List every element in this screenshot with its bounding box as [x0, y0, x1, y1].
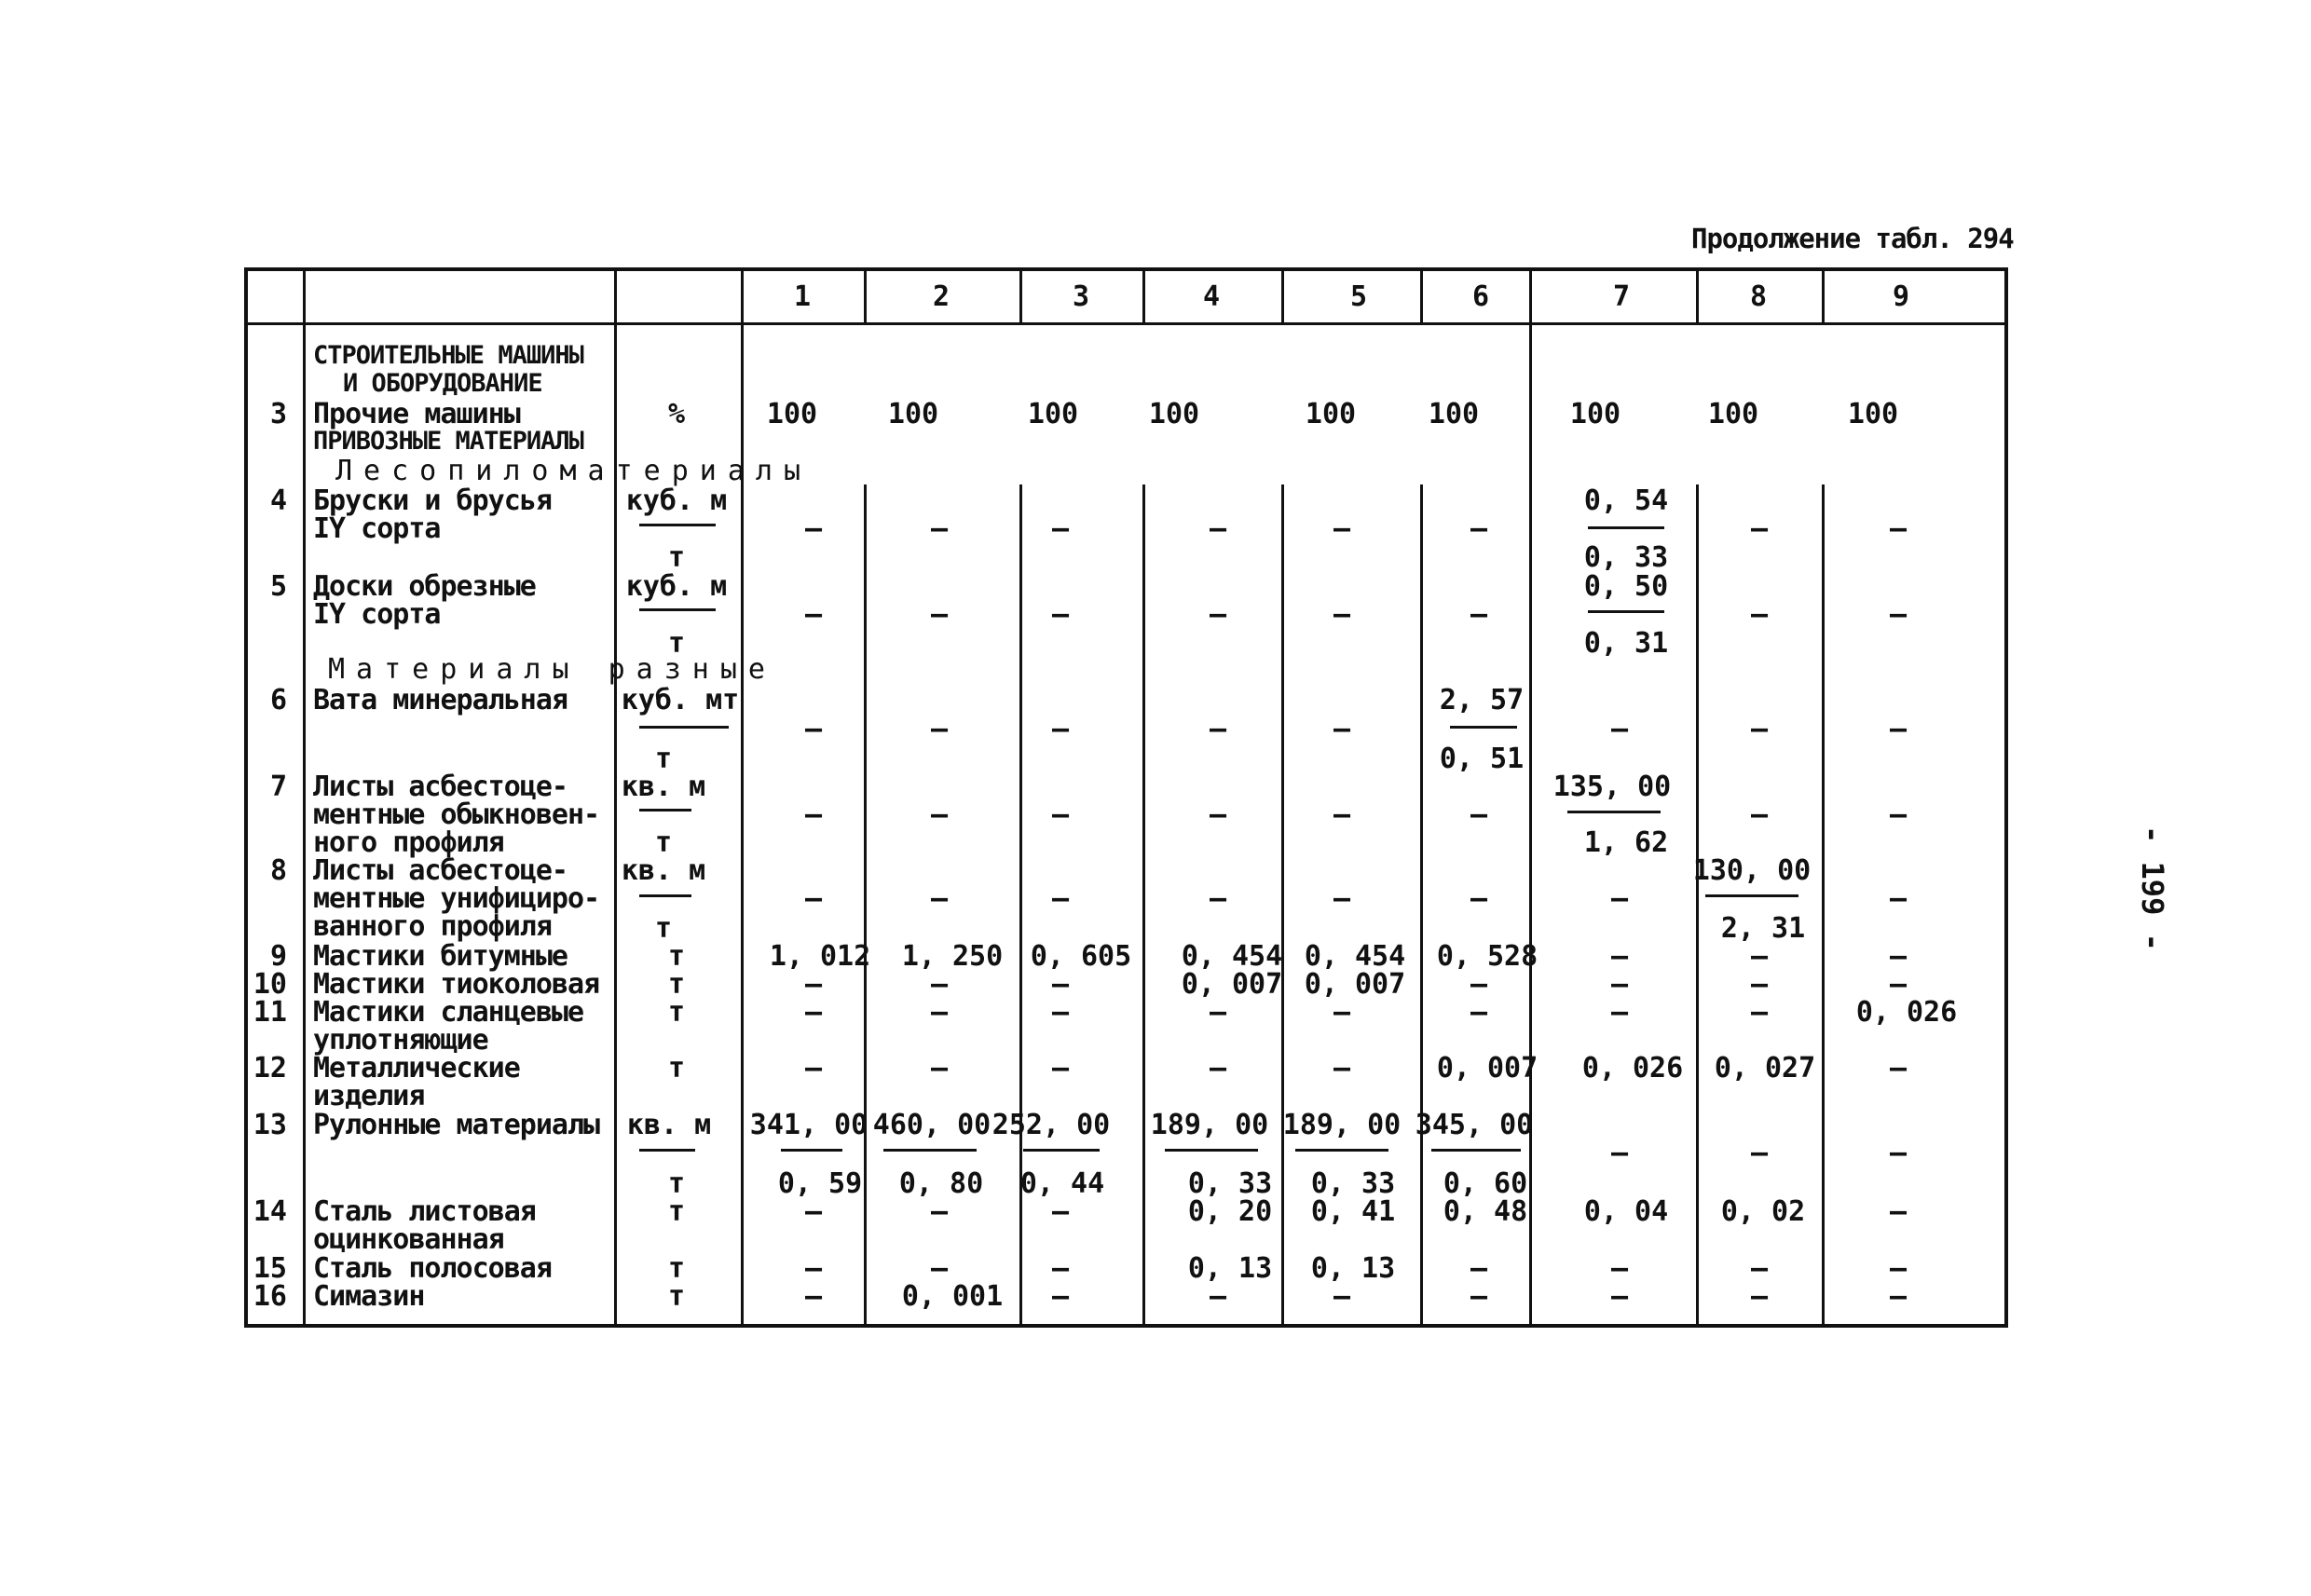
cell-value: 100	[1847, 398, 1899, 430]
cell-value: –	[1333, 512, 1351, 545]
cell-value: –	[1209, 1052, 1227, 1084]
cell-value: –	[1051, 882, 1070, 915]
cell-value: 0, 44	[1019, 1167, 1105, 1200]
cell-value: –	[1889, 512, 1908, 545]
column-header: 9	[1892, 280, 1910, 313]
row-number: 11	[253, 996, 287, 1029]
cell-value: 0, 33	[1310, 1167, 1396, 1200]
cell-value: –	[1051, 996, 1070, 1029]
cell-value: –	[1889, 940, 1908, 973]
row-name: Бруски и брусья	[313, 484, 552, 517]
cell-value: –	[804, 1252, 823, 1285]
row-name: ванного профиля	[313, 910, 552, 943]
row-unit: т	[654, 912, 673, 945]
cell-value: 0, 33	[1187, 1167, 1273, 1200]
cell-value: –	[930, 598, 949, 631]
group-heading: Материалы разные	[328, 653, 776, 686]
fraction-rule	[639, 809, 691, 812]
row-unit: т	[667, 996, 686, 1029]
row-name: Мастики сланцевые	[313, 996, 584, 1029]
row-number: 10	[253, 968, 287, 1001]
cell-value: –	[1209, 713, 1227, 745]
cell-value: –	[1610, 1137, 1629, 1169]
row-number: 7	[269, 771, 287, 803]
row-number: 13	[253, 1109, 287, 1141]
row-name: Сталь листовая	[313, 1195, 536, 1228]
cell-value: –	[1610, 1280, 1629, 1313]
cell-value: –	[1470, 798, 1488, 831]
fraction-rule	[1450, 726, 1517, 729]
cell-value: –	[804, 1280, 823, 1313]
column-header: 7	[1612, 280, 1631, 313]
cell-value: –	[1750, 968, 1769, 1001]
row-unit: %	[667, 398, 686, 430]
cell-value: 1, 250	[901, 940, 1004, 973]
row-name: Мастики битумные	[313, 940, 567, 973]
row-unit: т	[667, 1195, 686, 1228]
cell-value: –	[1889, 598, 1908, 631]
cell-value: –	[804, 798, 823, 831]
group-heading: Лесопиломатериалы	[335, 455, 813, 487]
cell-value: –	[1750, 1252, 1769, 1285]
cell-value: –	[1470, 1252, 1488, 1285]
row-name: Листы асбестоце-	[313, 854, 567, 887]
cell-value: 0, 007	[1181, 968, 1283, 1001]
row-name: оцинкованная	[313, 1223, 504, 1256]
column-header: 6	[1471, 280, 1490, 313]
row-name: Симазин	[313, 1280, 425, 1313]
row-name: ного профиля	[313, 826, 504, 859]
cell-value: –	[1051, 512, 1070, 545]
cell-value: 100	[1428, 398, 1480, 430]
column-header: 3	[1072, 280, 1090, 313]
row-number: 15	[253, 1252, 287, 1285]
cell-value: –	[1470, 512, 1488, 545]
row-number: 4	[269, 484, 287, 517]
cell-value: –	[1889, 968, 1908, 1001]
cell-value: 0, 001	[901, 1280, 1004, 1313]
cell-value: 0, 007	[1436, 1052, 1538, 1084]
cell-value: 0, 51	[1439, 743, 1525, 775]
cell-value: –	[1889, 1280, 1908, 1313]
row-number: 16	[253, 1280, 287, 1313]
cell-value: 252, 00	[991, 1109, 1111, 1141]
fraction-rule	[639, 1149, 695, 1152]
cell-value: 0, 54	[1583, 484, 1669, 517]
row-unit: куб. м	[625, 570, 728, 603]
row-unit: кв. м	[621, 854, 706, 887]
cell-value: –	[1889, 713, 1908, 745]
fraction-rule	[1588, 526, 1664, 529]
column-divider	[1142, 484, 1145, 1328]
table-continuation-caption: Продолжение табл. 294	[1691, 223, 2014, 254]
cell-value: 0, 605	[1030, 940, 1132, 973]
cell-value: –	[1889, 882, 1908, 915]
cell-value: 0, 454	[1181, 940, 1283, 973]
cell-value: –	[1610, 940, 1629, 973]
row-unit: т	[667, 968, 686, 1001]
page-number: - 199 -	[2135, 825, 2170, 951]
cell-value: –	[1610, 968, 1629, 1001]
row-unit: куб. мт	[621, 684, 740, 716]
row-unit: кв. м	[626, 1109, 712, 1141]
fraction-rule	[639, 726, 729, 729]
cell-value: 1, 62	[1583, 826, 1669, 859]
column-divider	[303, 267, 306, 1328]
cell-value: –	[1750, 940, 1769, 973]
cell-value: –	[1051, 713, 1070, 745]
cell-value: –	[1209, 996, 1227, 1029]
row-number: 9	[269, 940, 287, 973]
header-divider	[244, 322, 2008, 325]
cell-value: –	[1051, 1052, 1070, 1084]
cell-value: –	[1750, 713, 1769, 745]
cell-value: –	[1750, 1280, 1769, 1313]
cell-value: –	[930, 1195, 949, 1228]
cell-value: –	[1750, 598, 1769, 631]
cell-value: –	[930, 798, 949, 831]
section-heading: И ОБОРУДОВАНИЕ	[343, 369, 542, 398]
row-unit: куб. м	[625, 484, 728, 517]
cell-value: 0, 50	[1583, 570, 1669, 603]
cell-value: 100	[1027, 398, 1079, 430]
cell-value: –	[930, 713, 949, 745]
cell-value: –	[804, 1052, 823, 1084]
column-header: 4	[1202, 280, 1221, 313]
cell-value: –	[930, 512, 949, 545]
row-name: уплотняющие	[313, 1024, 488, 1057]
cell-value: –	[1470, 996, 1488, 1029]
fraction-rule	[1295, 1149, 1388, 1152]
row-name: Листы асбестоце-	[313, 771, 567, 803]
row-number: 14	[253, 1195, 287, 1228]
row-unit: т	[667, 541, 686, 574]
cell-value: –	[1333, 882, 1351, 915]
row-name: Вата минеральная	[313, 684, 567, 716]
cell-value: 0, 528	[1436, 940, 1538, 973]
row-number: 5	[269, 570, 287, 603]
cell-value: –	[1209, 512, 1227, 545]
cell-value: –	[1333, 1052, 1351, 1084]
cell-value: –	[1610, 996, 1629, 1029]
row-unit: т	[667, 940, 686, 973]
cell-value: 0, 026	[1855, 996, 1958, 1029]
cell-value: –	[1750, 798, 1769, 831]
cell-value: 0, 41	[1310, 1195, 1396, 1228]
cell-value: –	[1610, 1252, 1629, 1285]
column-header: 8	[1749, 280, 1768, 313]
cell-value: –	[804, 512, 823, 545]
fraction-rule	[1567, 811, 1661, 813]
cell-value: –	[1333, 713, 1351, 745]
section-heading: СТРОИТЕЛЬНЫЕ МАШИНЫ	[313, 341, 583, 370]
cell-value: 189, 00	[1150, 1109, 1269, 1141]
cell-value: 0, 31	[1583, 627, 1669, 660]
cell-value: –	[1333, 798, 1351, 831]
cell-value: 0, 33	[1583, 541, 1669, 574]
cell-value: –	[804, 968, 823, 1001]
cell-value: –	[1750, 996, 1769, 1029]
cell-value: 0, 454	[1304, 940, 1406, 973]
cell-value: –	[1209, 1280, 1227, 1313]
row-name: Доски обрезные	[313, 570, 536, 603]
cell-value: 100	[1569, 398, 1621, 430]
cell-value: –	[930, 1052, 949, 1084]
cell-value: –	[1209, 882, 1227, 915]
row-name: IY сорта	[313, 598, 441, 631]
row-number: 12	[253, 1052, 287, 1084]
cell-value: 0, 007	[1304, 968, 1406, 1001]
cell-value: 0, 80	[898, 1167, 984, 1200]
cell-value: 0, 60	[1443, 1167, 1528, 1200]
cell-value: 100	[1305, 398, 1357, 430]
row-unit: т	[667, 1280, 686, 1313]
cell-value: 1, 012	[769, 940, 871, 973]
fraction-rule	[1431, 1149, 1521, 1152]
row-number: 6	[269, 684, 287, 716]
cell-value: –	[1470, 882, 1488, 915]
cell-value: –	[1333, 598, 1351, 631]
cell-value: –	[1209, 598, 1227, 631]
row-name: Сталь полосовая	[313, 1252, 552, 1285]
cell-value: –	[1470, 1280, 1488, 1313]
fraction-rule	[1588, 610, 1664, 613]
cell-value: 0, 48	[1443, 1195, 1528, 1228]
cell-value: –	[804, 598, 823, 631]
row-name: ментные обыкновен-	[313, 798, 600, 831]
section-heading: ПРИВОЗНЫЕ МАТЕРИАЛЫ	[313, 427, 583, 456]
row-name: IY сорта	[313, 512, 441, 545]
cell-value: –	[1051, 1280, 1070, 1313]
fraction-rule	[1705, 894, 1798, 897]
cell-value: –	[930, 1252, 949, 1285]
cell-value: 0, 13	[1187, 1252, 1273, 1285]
cell-value: 0, 59	[777, 1167, 863, 1200]
cell-value: –	[1889, 1252, 1908, 1285]
cell-value: –	[1470, 968, 1488, 1001]
cell-value: –	[1750, 1137, 1769, 1169]
cell-value: –	[1051, 1195, 1070, 1228]
row-name: Мастики тиоколовая	[313, 968, 600, 1001]
column-header: 1	[793, 280, 812, 313]
cell-value: –	[1889, 1137, 1908, 1169]
cell-value: 341, 00	[749, 1109, 868, 1141]
cell-value: –	[930, 996, 949, 1029]
row-number: 3	[269, 398, 287, 430]
fraction-rule	[639, 524, 716, 526]
cell-value: –	[1051, 598, 1070, 631]
cell-value: –	[1889, 1052, 1908, 1084]
cell-value: 100	[766, 398, 818, 430]
row-unit: т	[667, 1052, 686, 1084]
cell-value: 0, 04	[1583, 1195, 1669, 1228]
cell-value: 100	[1707, 398, 1759, 430]
cell-value: 0, 026	[1581, 1052, 1684, 1084]
column-divider	[1281, 267, 1284, 325]
row-unit: т	[667, 627, 686, 660]
cell-value: –	[930, 968, 949, 1001]
row-unit: т	[654, 826, 673, 859]
cell-value: –	[804, 713, 823, 745]
cell-value: –	[1610, 882, 1629, 915]
cell-value: 100	[1148, 398, 1200, 430]
cell-value: 2, 31	[1720, 912, 1806, 945]
row-name: Прочие машины	[313, 398, 520, 430]
cell-value: –	[804, 882, 823, 915]
cell-value: 0, 20	[1187, 1195, 1273, 1228]
cell-value: –	[1889, 1195, 1908, 1228]
cell-value: –	[804, 1195, 823, 1228]
cell-value: –	[1051, 798, 1070, 831]
fraction-rule	[781, 1149, 842, 1152]
fraction-rule	[883, 1149, 977, 1152]
column-header: 5	[1349, 280, 1368, 313]
cell-value: –	[1470, 598, 1488, 631]
cell-value: –	[1209, 798, 1227, 831]
cell-value: –	[930, 882, 949, 915]
cell-value: –	[1750, 512, 1769, 545]
row-number: 8	[269, 854, 287, 887]
cell-value: 345, 00	[1415, 1109, 1534, 1141]
cell-value: –	[1333, 996, 1351, 1029]
cell-value: 100	[887, 398, 939, 430]
row-unit: т	[667, 1252, 686, 1285]
column-header: 2	[932, 280, 950, 313]
row-name: изделия	[313, 1080, 425, 1112]
cell-value: –	[1051, 1252, 1070, 1285]
cell-value: 0, 02	[1720, 1195, 1806, 1228]
cell-value: 460, 00	[872, 1109, 991, 1141]
cell-value: –	[804, 996, 823, 1029]
row-name: Металлические	[313, 1052, 520, 1084]
fraction-rule	[1165, 1149, 1258, 1152]
fraction-rule	[1023, 1149, 1100, 1152]
fraction-rule	[639, 894, 691, 897]
cell-value: –	[1333, 1280, 1351, 1313]
row-name: Рулонные материалы	[313, 1109, 600, 1141]
row-name: ментные унифициро-	[313, 882, 600, 915]
fraction-rule	[639, 608, 716, 611]
cell-value: 130, 00	[1692, 854, 1812, 887]
row-unit: т	[667, 1167, 686, 1200]
row-unit: т	[654, 743, 673, 775]
cell-value: –	[1889, 798, 1908, 831]
cell-value: 189, 00	[1282, 1109, 1402, 1141]
cell-value: 0, 13	[1310, 1252, 1396, 1285]
cell-value: –	[1051, 968, 1070, 1001]
cell-value: 2, 57	[1439, 684, 1525, 716]
cell-value: 135, 00	[1552, 771, 1672, 803]
row-unit: кв. м	[621, 771, 706, 803]
cell-value: 0, 027	[1714, 1052, 1816, 1084]
cell-value: –	[1610, 713, 1629, 745]
